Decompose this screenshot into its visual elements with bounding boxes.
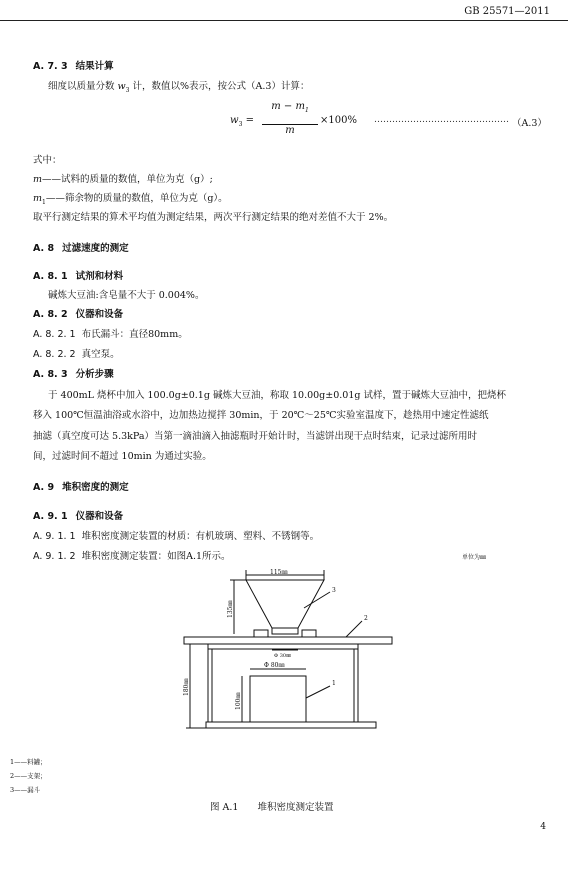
funnel-support-right: [302, 630, 316, 637]
stand-top-plate: [184, 637, 392, 644]
figure-caption: 图 A.1 堆积密度测定装置: [210, 802, 334, 813]
stand-base: [206, 722, 376, 728]
formula-times: ×100%: [320, 115, 357, 126]
calc-intro: [48, 78, 309, 94]
section-heading-a83: A. 8. 3 分析步骤: [33, 369, 114, 380]
section-heading-a82: A. 8. 2 仪器和设备: [33, 309, 124, 320]
procedure-line-2: 移入 100℃恒温油浴或水浴中，边加热边搅拌 30min，于 20℃～25℃实验室温度下，趁热用中速定性滤纸: [33, 410, 489, 421]
callout-2: 2: [364, 615, 368, 622]
callout-2-leader: [346, 621, 362, 637]
procedure-line-1: 于 400mL 烧杯中加入 100.0g±0.1g 碱炼大豆油，称取 10.00g±0.01g 试样，置于碱炼大豆油中，把烧杯: [48, 390, 506, 401]
measuring-cup: [250, 676, 306, 722]
funnel-body: [246, 580, 324, 628]
item-a822: A. 8. 2. 2 真空泵。: [33, 349, 120, 360]
section-number: A. 7. 3: [33, 61, 68, 72]
intro-text-2: 计，数值以%表示，按公式（A.3）计算：: [129, 81, 310, 92]
reagent-text: 碱炼大豆油:含皂量不大于 0.004%。: [48, 290, 205, 301]
legend-item-1: 1——料罐；: [10, 758, 47, 766]
item-a912: A. 9. 1. 2 堆积密度测定装置：如图A.1所示。: [33, 551, 231, 562]
formula-ref: （A.3）: [512, 118, 547, 129]
intro-text: 细度以质量分数: [48, 81, 118, 92]
section-heading-a9: A. 9 堆积密度的测定: [33, 482, 129, 493]
section-heading-a91: A. 9. 1 仪器和设备: [33, 511, 124, 522]
procedure-line-4: 间，过滤时间不超过 10min 为通过实验。: [33, 451, 212, 462]
where-label: 式中：: [33, 155, 62, 166]
callout-3: 3: [332, 587, 336, 594]
bulk-density-apparatus-diagram: [170, 566, 400, 746]
header-rule: [0, 20, 568, 21]
funnel-support-left: [254, 630, 268, 637]
callout-3-leader: [304, 592, 330, 608]
dim-outlet-label: Φ 30㎜: [274, 653, 292, 659]
result-statement: 取平行测定结果的算术平均值为测定结果，两次平行测定结果的绝对差值不大于 2%。: [33, 212, 394, 223]
item-a911: A. 9. 1. 1 堆积密度测定装置的材质：有机玻璃、塑料、不锈钢等。: [33, 531, 320, 542]
section-heading-a8: A. 8 过滤速度的测定: [33, 243, 129, 254]
formula-lhs: $w_3$ =: [230, 115, 254, 128]
procedure-line-3: 抽滤（真空度可达 5.3kPa）当第一滴油滴入抽滤瓶时开始计时，当滤饼出现干点时结束，记录过滤所用时: [33, 431, 478, 442]
formula-leader-dots: ………………………………………: [374, 115, 509, 125]
dim-funnel-height-label: 135㎜: [227, 600, 234, 618]
unit-note: 单位为㎜: [462, 554, 487, 561]
dim-cup-height-label: 100㎜: [235, 692, 242, 710]
var-w: w: [117, 81, 126, 92]
callout-1-leader: [306, 686, 330, 698]
var-w-sub: 3: [125, 86, 130, 94]
dim-top-width-label: 115㎜: [270, 569, 288, 576]
dim-cup-dia-label: Φ 80㎜: [264, 662, 285, 669]
dim-stand-height-label: 180㎜: [183, 678, 190, 696]
var-m-def: m——试料的质量的数值，单位为克（g）;: [33, 174, 213, 185]
legend-item-2: 2——支架；: [10, 772, 47, 780]
standard-number: GB 25571—2011: [464, 6, 550, 17]
stand-frame: [208, 644, 358, 649]
var-m1-def: $m_1——$筛余物的质量的数值，单位为克（g）。: [33, 193, 228, 206]
section-heading-a73: [33, 58, 114, 72]
page-number: 4: [540, 822, 546, 832]
item-a821: A. 8. 2. 1 布氏漏斗：直径80mm。: [33, 329, 188, 340]
callout-1: 1: [332, 680, 336, 687]
section-heading-a81: A. 8. 1 试剂和材料: [33, 271, 124, 282]
formula-numerator: $m - m_1$: [271, 101, 309, 114]
formula-denominator: m: [285, 125, 295, 136]
funnel-neck: [272, 628, 298, 634]
legend-item-3: 3——漏斗: [10, 786, 41, 794]
section-title: 结果计算: [75, 61, 114, 72]
